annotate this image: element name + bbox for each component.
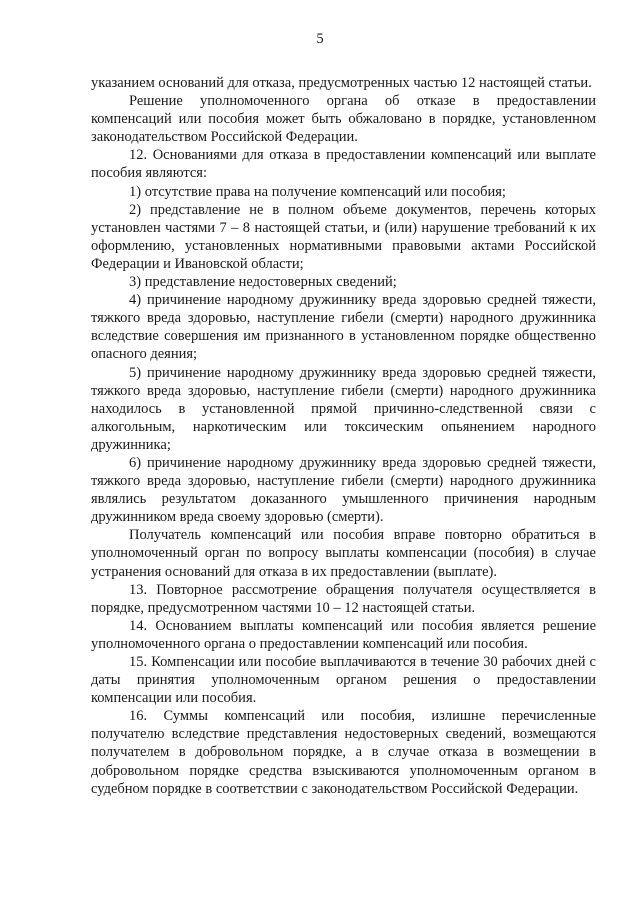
paragraph-12-grounds: 12. Основаниями для отказа в предоставлении компенсаций или выплате пособия являются: bbox=[91, 147, 596, 182]
list-item-5: 5) причинение народному дружиннику вреда здоровью средней тяжести, тяжкого вреда здоровью, наступление гибели (смерти) народного дружинника находилось в установленной прямой причинно-следственной связи с алкогольным, наркотическим или токсическим опьянением народного дружинника; bbox=[91, 364, 596, 453]
list-item-2: 2) представление не в полном объеме документов, перечень которых установлен частями 7 – 8 настоящей статьи, и (или) нарушение требований к их оформлению, установленных нормативными правовыми актами Российской Федерации и Ивановской области; bbox=[91, 201, 596, 272]
document-body bbox=[91, 74, 596, 798]
paragraph-14: 14. Основанием выплаты компенсаций или пособия является решение уполномоченного органа о предоставлении компенсаций или пособия. bbox=[91, 617, 596, 652]
paragraph-16: 16. Суммы компенсаций или пособия, излишне перечисленные получателю вследствие представления недостоверных сведений, возмещаются получателем в добровольном порядке, а в случае отказа в возмещении в добровольном порядке средства взыскиваются уполномоченным органом в судебном порядке в соответствии с законодательством Российской Федерации. bbox=[91, 708, 596, 797]
paragraph-15: 15. Компенсации или пособие выплачиваются в течение 30 рабочих дней с даты принятия уполномоченным органом решения о предоставлении компенсации или пособия. bbox=[91, 654, 596, 707]
list-item-4: 4) причинение народному дружиннику вреда здоровью средней тяжести, тяжкого вреда здоровью, наступление гибели (смерти) народного дружинника вследствие совершения им признанного в установленном порядке общественно опасного деяния; bbox=[91, 292, 596, 363]
paragraph-appeal: Решение уполномоченного органа об отказе в предоставлении компенсаций или пособия может быть обжаловано в порядке, установленном законодательством Российской Федерации. bbox=[91, 93, 596, 146]
paragraph-continuation: указанием оснований для отказа, предусмотренных частью 12 настоящей статьи. bbox=[91, 75, 592, 91]
list-item-3: 3) представление недостоверных сведений; bbox=[129, 274, 397, 291]
list-item-1: 1) отсутствие права на получение компенсаций или пособия; bbox=[129, 183, 506, 200]
list-item-6: 6) причинение народному дружиннику вреда здоровью средней тяжести, тяжкого вреда здоровью, наступление гибели (смерти) народного дружинника являлись результатом доказанного умышленного причинения народным дружинником вреда своему здоровью (смерти). bbox=[91, 454, 596, 526]
paragraph-13: 13. Повторное рассмотрение обращения получателя осуществляется в порядке, предусмотренном частями 10 – 12 настоящей статьи. bbox=[91, 581, 596, 616]
page-number: 5 bbox=[316, 31, 324, 47]
paragraph-reapply: Получатель компенсаций или пособия вправе повторно обратиться в уполномоченный орган по вопросу выплаты компенсации (пособия) в случае устранения оснований для отказа в их предоставлении (выплате). bbox=[91, 527, 596, 580]
